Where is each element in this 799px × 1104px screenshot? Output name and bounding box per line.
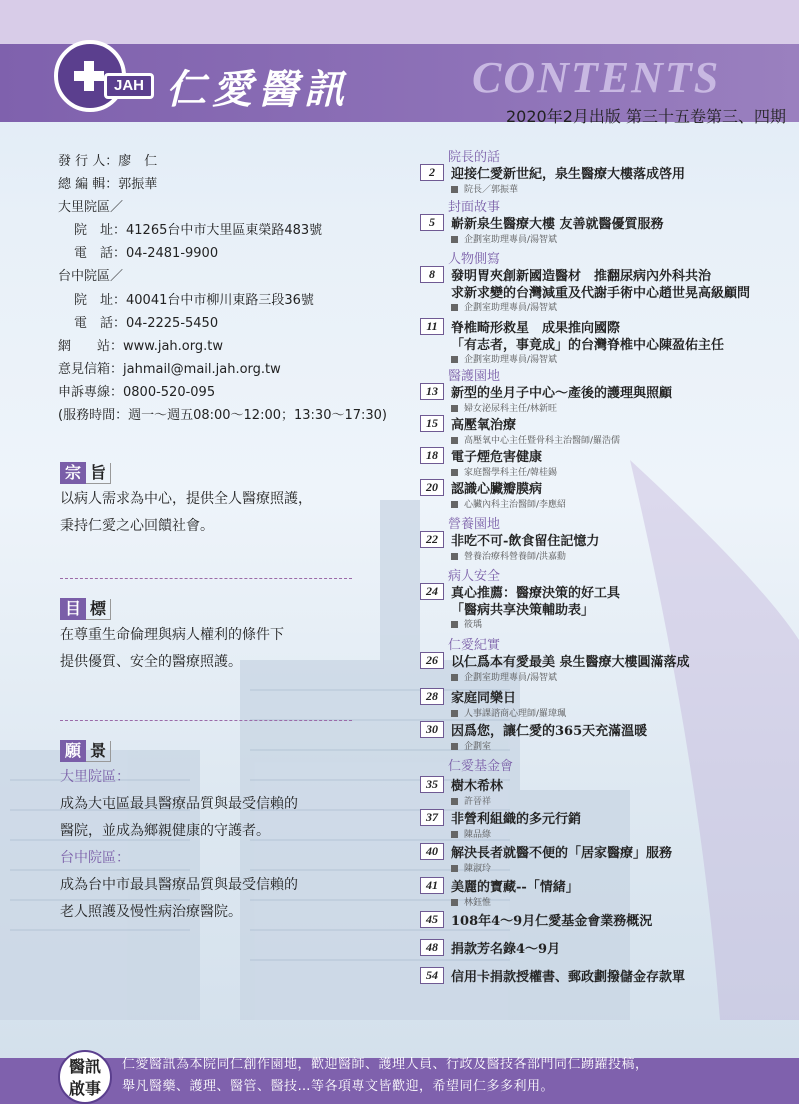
building-illustration bbox=[0, 460, 799, 1020]
goal-heading bbox=[60, 598, 111, 620]
entry-title: 脊椎畸形救星 成果推向國際 bbox=[451, 321, 621, 336]
vision-text bbox=[60, 764, 298, 926]
vision-heading bbox=[60, 740, 111, 762]
entry-title: 以仁爲本有愛最美 泉生醫療大樓圓滿落成 bbox=[451, 655, 690, 670]
mission-line: 秉持仁愛之心回饋社會。 bbox=[60, 518, 214, 534]
badge-line: 醫訊 bbox=[68, 1057, 101, 1076]
entry-author: 營養治療科營養師/洪嘉勳 bbox=[451, 549, 566, 562]
entry-title: 108年4～9月仁愛基金會業務概況 bbox=[451, 914, 653, 929]
mission-heading bbox=[60, 462, 111, 484]
info-line: 發 行 人：廖 仁 bbox=[58, 154, 158, 169]
entry-author: 婦女泌尿科主任/林新旺 bbox=[451, 401, 557, 414]
contents-heading: CONTENTS bbox=[472, 53, 721, 102]
entry-title: 嶄新泉生醫療大樓 友善就醫優質服務 bbox=[451, 217, 664, 232]
entry-author: 陳淑玲 bbox=[451, 861, 491, 874]
entry-author: 高壓氧中心主任暨骨科主治醫師/羅浩儒 bbox=[451, 433, 620, 446]
footer-line: 仁愛醫訊為本院同仁創作園地，歡迎醫師、護理人員、行政及醫技各部門同仁踴躍投稿， bbox=[122, 1057, 649, 1072]
info-line: 意見信箱：jahmail@mail.jah.org.tw bbox=[58, 361, 281, 377]
page-number: 48 bbox=[420, 939, 444, 956]
footer-line: 舉凡醫藥、護理、醫管、醫技…等各項專文皆歡迎，希望同仁多多利用。 bbox=[122, 1079, 555, 1094]
toc-category: 仁愛基金會 bbox=[448, 759, 514, 774]
entry-title: 真心推薦：醫療決策的好工具 bbox=[451, 586, 621, 601]
toc-category: 封面故事 bbox=[448, 200, 501, 215]
page-number: 22 bbox=[420, 531, 444, 548]
entry-author: 企劃室助理專員/湯智斌 bbox=[451, 232, 557, 245]
entry-title: 信用卡捐款授權書、郵政劃撥儲金存款單 bbox=[451, 970, 686, 985]
entry-author: 企劃室助理專員/湯智斌 bbox=[451, 300, 557, 313]
page-number: 30 bbox=[420, 721, 444, 738]
entry-author: 家庭醫學科主任/韓桂錫 bbox=[451, 465, 557, 478]
cross-icon bbox=[70, 57, 108, 95]
entry-title: 非營利組織的多元行銷 bbox=[451, 812, 582, 827]
mission-heading-rest: 旨 bbox=[86, 463, 111, 484]
info-line: 網 站：www.jah.org.tw bbox=[58, 338, 223, 354]
toc-category: 醫護園地 bbox=[448, 369, 501, 384]
divider bbox=[60, 578, 352, 579]
entry-author: 林鈺惟 bbox=[451, 895, 491, 908]
page-number: 8 bbox=[420, 266, 444, 283]
toc-category: 人物側寫 bbox=[448, 252, 501, 267]
vision-heading-rest: 景 bbox=[86, 741, 111, 762]
info-line: 電 話：04-2225-5450 bbox=[74, 315, 219, 331]
goal-heading-first: 目 bbox=[60, 598, 86, 620]
entry-title: 捐款芳名錄4～9月 bbox=[451, 942, 561, 957]
page-number: 54 bbox=[420, 967, 444, 984]
goal-text bbox=[60, 622, 284, 676]
entry-subtitle: 「有志者，事竟成」的台灣脊椎中心陳盈佑主任 bbox=[451, 338, 725, 353]
vision-line: 老人照護及慢性病治療醫院。 bbox=[60, 904, 242, 920]
entry-author: 企劃室 bbox=[451, 739, 491, 752]
entry-title: 美麗的寶藏--「情緒」 bbox=[451, 880, 579, 895]
entry-title: 電子煙危害健康 bbox=[451, 450, 543, 465]
page-number: 13 bbox=[420, 383, 444, 400]
dali-label: 大里院區： bbox=[60, 769, 130, 785]
info-line: 院 址：41265台中市大里區東榮路483號 bbox=[74, 223, 323, 239]
page-number: 20 bbox=[420, 479, 444, 496]
page-number: 28 bbox=[420, 688, 444, 705]
toc-category: 營養園地 bbox=[448, 517, 501, 532]
info-line: 電 話：04-2481-9900 bbox=[74, 246, 219, 262]
badge-line: 啟事 bbox=[68, 1079, 101, 1098]
entry-title: 發明胃夾創新國造醫材 推翻尿病內外科共治 bbox=[451, 269, 712, 284]
page-number: 24 bbox=[420, 583, 444, 600]
info-line: 院 址：40041台中市柳川東路三段36號 bbox=[74, 292, 314, 308]
info-line: 申訴專線：0800-520-095 bbox=[58, 384, 216, 400]
info-line: 台中院區／ bbox=[58, 269, 124, 285]
notice-badge bbox=[58, 1050, 112, 1104]
entry-title: 解決長者就醫不便的「居家醫療」服務 bbox=[451, 846, 673, 861]
entry-author: 筱瑀 bbox=[451, 617, 482, 630]
toc-category: 病人安全 bbox=[448, 569, 501, 584]
page-number: 2 bbox=[420, 164, 444, 181]
info-line: (服務時間：週一～週五08:00～12:00；13:30～17:30) bbox=[58, 408, 387, 424]
entry-author: 企劃室助理專員/湯智斌 bbox=[451, 670, 557, 683]
entry-title: 高壓氧治療 bbox=[451, 418, 517, 433]
entry-title: 認識心臟瓣膜病 bbox=[451, 482, 543, 497]
page-number: 45 bbox=[420, 911, 444, 928]
toc-category: 仁愛紀實 bbox=[448, 638, 501, 653]
logo-text: JAH bbox=[104, 73, 154, 99]
entry-subtitle: 求新求變的台灣減重及代謝手術中心趙世晃高級顧問 bbox=[451, 286, 751, 301]
vision-line: 成為台中市最具醫療品質與最受信賴的 bbox=[60, 877, 298, 893]
entry-subtitle: 「醫病共享決策輔助表」 bbox=[451, 603, 595, 618]
entry-author: 人事課諮商心理師/羅瑋珮 bbox=[451, 706, 566, 719]
page-number: 11 bbox=[420, 318, 444, 335]
page-number: 37 bbox=[420, 809, 444, 826]
entry-title: 迎接仁愛新世紀，泉生醫療大樓落成啓用 bbox=[451, 167, 686, 182]
page-number: 26 bbox=[420, 652, 444, 669]
entry-title: 非吃不可-飲食留住記憶力 bbox=[451, 534, 600, 549]
goal-heading-rest: 標 bbox=[86, 599, 111, 620]
entry-author: 陳品綠 bbox=[451, 827, 491, 840]
entry-title: 樹木希林 bbox=[451, 779, 504, 794]
taichung-label: 台中院區： bbox=[60, 850, 130, 866]
issue-line: 2020年2月出版 第三十五卷第三、四期 bbox=[506, 107, 786, 126]
publisher-info bbox=[58, 150, 387, 427]
entry-author: 企劃室助理專員/湯智斌 bbox=[451, 352, 557, 365]
brand-title: 仁愛醫訊 bbox=[166, 66, 350, 113]
entry-title: 新型的坐月子中心～產後的護理與照顧 bbox=[451, 386, 673, 401]
vision-line: 成為大屯區最具醫療品質與最受信賴的 bbox=[60, 796, 298, 812]
page-number: 15 bbox=[420, 415, 444, 432]
vision-line: 醫院，並成為鄉親健康的守護者。 bbox=[60, 823, 270, 839]
entry-title: 因爲您，讓仁愛的365天充滿溫暖 bbox=[451, 724, 648, 739]
entry-title: 家庭同樂日 bbox=[451, 691, 517, 706]
divider bbox=[60, 720, 352, 721]
goal-line: 提供優質、安全的醫療照護。 bbox=[60, 654, 242, 670]
page-number: 40 bbox=[420, 843, 444, 860]
footer-notice bbox=[122, 1054, 649, 1098]
page-number: 35 bbox=[420, 776, 444, 793]
info-line: 總 編 輯：郭振華 bbox=[58, 177, 158, 193]
entry-author: 許晉祥 bbox=[451, 794, 491, 807]
mission-text bbox=[60, 486, 312, 540]
page-number: 18 bbox=[420, 447, 444, 464]
mission-line: 以病人需求為中心，提供全人醫療照護， bbox=[60, 491, 312, 507]
vision-heading-first: 願 bbox=[60, 740, 86, 762]
top-band bbox=[0, 0, 799, 44]
info-line: 大里院區／ bbox=[58, 200, 124, 216]
entry-author: 心臟內科主治醫師/李應紹 bbox=[451, 497, 566, 510]
page-number: 41 bbox=[420, 877, 444, 894]
toc-category: 院長的話 bbox=[448, 150, 501, 165]
goal-line: 在尊重生命倫理與病人權利的條件下 bbox=[60, 627, 284, 643]
mission-heading-first: 宗 bbox=[60, 462, 86, 484]
entry-author: 院長／郭振華 bbox=[451, 182, 518, 195]
page-number: 5 bbox=[420, 214, 444, 231]
